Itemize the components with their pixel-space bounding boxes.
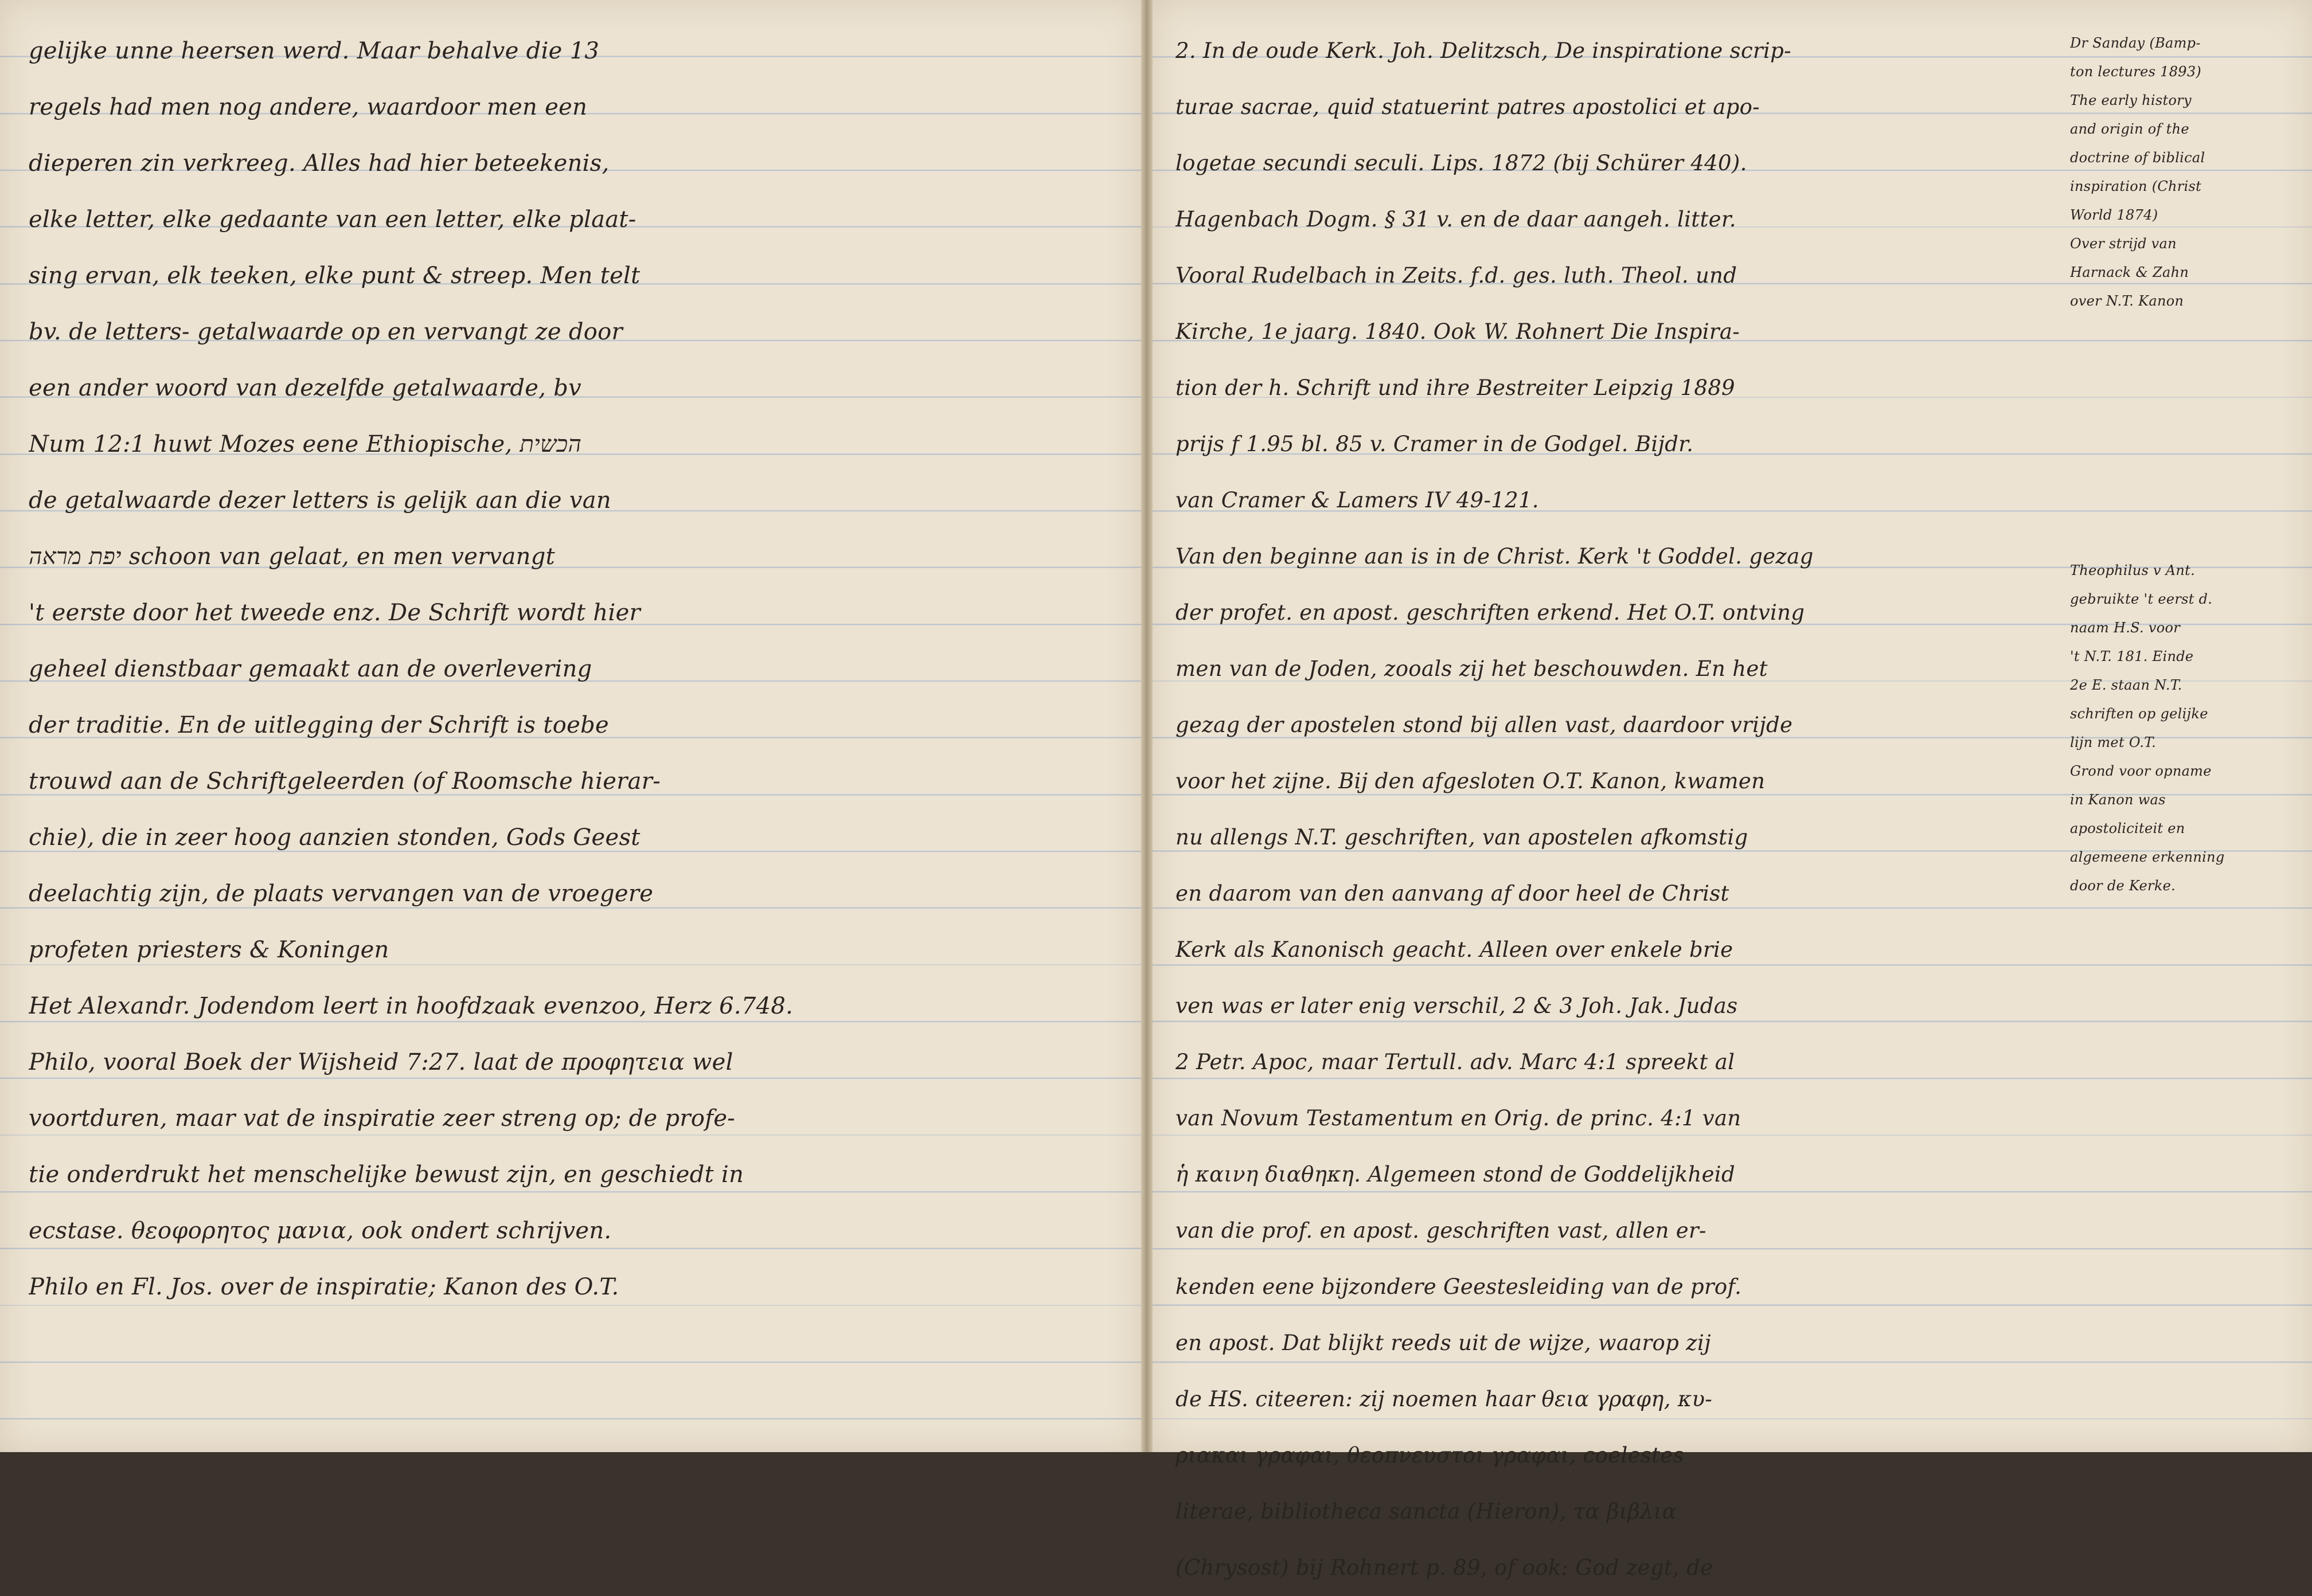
handwritten-line: een ander woord van dezelfde getalwaarde, bv xyxy=(29,375,582,401)
left-page-text xyxy=(29,23,1118,1315)
handwritten-line: profeten priesters & Koningen xyxy=(29,937,389,963)
handwritten-line: geheel dienstbaar gemaakt aan de overlevering xyxy=(29,656,592,682)
margin-note-line: and origin of the xyxy=(2070,121,2189,137)
handwritten-line: tie onderdrukt het menschelijke bewust zijn, en geschiedt in xyxy=(29,1161,744,1188)
margin-spacer xyxy=(2070,401,2299,482)
handwritten-line: Vooral Rudelbach in Zeits. f.d. ges. luth. Theol. und xyxy=(1175,263,1737,288)
handwritten-line: bv. de letters- getalwaarde op en vervangt ze door xyxy=(29,319,623,345)
handwritten-line: ριακαι γραφαι, θεοπνευστοι γραφαι, coelestes xyxy=(1175,1443,1684,1468)
handwritten-line: Philo en Fl. Jos. over de inspiratie; Kanon des O.T. xyxy=(29,1274,619,1300)
handwritten-line: gelijke unne heersen werd. Maar behalve die 13 xyxy=(29,38,600,64)
handwritten-line: trouwd aan de Schriftgeleerden (of Roomsche hierar- xyxy=(29,768,661,795)
margin-note-line: Over strijd van xyxy=(2070,236,2177,252)
handwritten-line: Num 12:1 huwt Mozes eene Ethiopische, הכשית xyxy=(29,431,582,457)
margin-note-line: Dr Sanday (Bamp- xyxy=(2070,35,2201,51)
handwritten-line: deelachtig zijn, de plaats vervangen van de vroegere xyxy=(29,881,654,907)
handwritten-line: Het Alexandr. Jodendom leert in hoofdzaak evenzoo, Herz 6.748. xyxy=(29,993,794,1019)
handwritten-line: 2. In de oude Kerk. Joh. Delitzsch, De inspiratione scrip- xyxy=(1175,38,1791,63)
handwritten-line: Hagenbach Dogm. § 31 v. en de daar aangeh. litter. xyxy=(1175,207,1736,232)
right-page xyxy=(1153,0,2312,1580)
handwritten-line: logetae secundi seculi. Lips. 1872 (bij Schürer 440). xyxy=(1175,151,1747,175)
margin-note-line: The early history xyxy=(2070,92,2192,108)
margin-note-line: apostoliciteit en xyxy=(2070,820,2185,836)
left-page xyxy=(0,0,1141,1452)
margin-note-line: algemeene erkenning xyxy=(2070,849,2225,865)
handwritten-line: (Chrysost) bij Rohnert p. 89, of ook: God zegt, de xyxy=(1175,1555,1713,1580)
handwritten-line: der traditie. En de uitlegging der Schrift is toebe xyxy=(29,712,609,738)
handwritten-line: Philo, vooral Boek der Wijsheid 7:27. laat de προφητεια wel xyxy=(29,1049,733,1075)
handwritten-line: men van de Joden, zooals zij het beschouwden. En het xyxy=(1175,656,1768,681)
handwritten-line: sing ervan, elk teeken, elke punt & streep. Men telt xyxy=(29,263,641,289)
handwritten-line: literae, bibliotheca sancta (Hieron), τα βιβλια xyxy=(1175,1499,1677,1524)
right-page-text xyxy=(1175,23,2059,1596)
margin-note-line: over N.T. Kanon xyxy=(2070,293,2184,309)
handwritten-line: 2 Petr. Apoc, maar Tertull. adv. Marc 4:1 spreekt al xyxy=(1175,1050,1735,1074)
handwritten-line: ecstase. θεοφορητος μανια, ook ondert schrijven. xyxy=(29,1218,612,1244)
margin-spacer xyxy=(2070,482,2299,556)
handwritten-line: nu allengs N.T. geschriften, van apostelen afkomstig xyxy=(1175,825,1748,850)
handwritten-line: Kerk als Kanonisch geacht. Alleen over enkele brie xyxy=(1175,937,1733,962)
handwritten-line: chie), die in zeer hoog aanzien stonden, Gods Geest xyxy=(29,824,641,851)
handwritten-line: van die prof. en apost. geschriften vast, allen er- xyxy=(1175,1218,1706,1243)
margin-note-line: inspiration (Christ xyxy=(2070,178,2202,194)
handwritten-line: Kirche, 1e jaarg. 1840. Ook W. Rohnert Die Inspira- xyxy=(1175,319,1740,344)
handwritten-line: de HS. citeeren: zij noemen haar θεια γραφη, κυ- xyxy=(1175,1387,1713,1411)
margin-note-line: Harnack & Zahn xyxy=(2070,264,2189,280)
margin-note-line: 't N.T. 181. Einde xyxy=(2070,648,2194,664)
right-margin-notes xyxy=(2070,29,2299,900)
handwritten-line: יפת מראה schoon van gelaat, en men vervangt xyxy=(29,543,556,570)
margin-spacer xyxy=(2070,315,2299,401)
handwritten-line: kenden eene bijzondere Geestesleiding van de prof. xyxy=(1175,1274,1742,1299)
margin-note-line: Theophilus v Ant. xyxy=(2070,562,2196,578)
handwritten-line: ven was er later enig verschil, 2 & 3 Joh. Jak. Judas xyxy=(1175,993,1738,1018)
margin-note-line: Grond voor opname xyxy=(2070,763,2212,779)
margin-note-line: World 1874) xyxy=(2070,207,2158,223)
handwritten-line: ἡ καινη διαθηκη. Algemeen stond de Goddelijkheid xyxy=(1175,1162,1735,1187)
margin-note-line: lijn met O.T. xyxy=(2070,734,2157,750)
handwritten-line: van Novum Testamentum en Orig. de princ. 4:1 van xyxy=(1175,1106,1741,1130)
notebook-gutter xyxy=(1141,0,1153,1452)
handwritten-line: tion der h. Schrift und ihre Bestreiter Leipzig 1889 xyxy=(1175,375,1735,400)
handwritten-line: prijs f 1.95 bl. 85 v. Cramer in de Godgel. Bijdr. xyxy=(1175,432,1694,456)
margin-note-line: 2e E. staan N.T. xyxy=(2070,677,2182,693)
margin-note-line: gebruikte 't eerst d. xyxy=(2070,591,2213,607)
handwritten-line: elke letter, elke gedaante van een letter, elke plaat- xyxy=(29,206,636,233)
margin-note-line: doctrine of biblical xyxy=(2070,150,2205,166)
handwritten-line: gezag der apostelen stond bij allen vast, daardoor vrijde xyxy=(1175,713,1793,737)
handwritten-line: voor het zijne. Bij den afgesloten O.T. Kanon, kwamen xyxy=(1175,769,1766,793)
handwritten-line: regels had men nog andere, waardoor men een xyxy=(29,94,588,120)
handwritten-line: der profet. en apost. geschriften erkend. Het O.T. ontving xyxy=(1175,600,1805,625)
margin-note-line: naam H.S. voor xyxy=(2070,620,2180,636)
margin-note-line: ton lectures 1893) xyxy=(2070,64,2202,80)
handwritten-line: voortduren, maar vat de inspiratie zeer streng op; de profe- xyxy=(29,1105,736,1132)
margin-note-line: door de Kerke. xyxy=(2070,878,2176,894)
margin-note-line: in Kanon was xyxy=(2070,792,2166,808)
handwritten-line: 't eerste door het tweede enz. De Schrift wordt hier xyxy=(29,600,641,626)
handwritten-line: de getalwaarde dezer letters is gelijk aan die van xyxy=(29,487,611,514)
handwritten-line: Van den beginne aan is in de Christ. Kerk 't Goddel. gezag xyxy=(1175,544,1814,569)
margin-note-line: schriften op gelijke xyxy=(2070,706,2208,722)
handwritten-line: en daarom van den aanvang af door heel de Christ xyxy=(1175,881,1729,906)
handwritten-line: dieperen zin verkreeg. Alles had hier beteekenis, xyxy=(29,150,610,177)
handwritten-line: turae sacrae, quid statuerint patres apostolici et apo- xyxy=(1175,95,1760,119)
handwritten-line: en apost. Dat blijkt reeds uit de wijze, waarop zij xyxy=(1175,1331,1711,1355)
handwritten-line: van Cramer & Lamers IV 49-121. xyxy=(1175,488,1539,513)
